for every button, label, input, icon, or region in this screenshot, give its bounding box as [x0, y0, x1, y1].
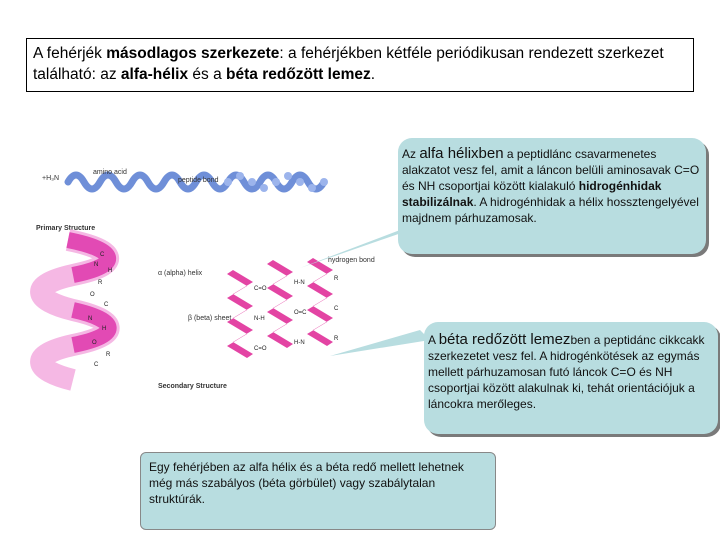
svg-text:H: H: [102, 326, 107, 332]
svg-text:O=C: O=C: [294, 310, 307, 316]
protein-structure-figure: [28, 160, 408, 400]
nh3-label: +H₃N: [42, 175, 60, 182]
callout-other-structures: [140, 452, 496, 530]
title-text-4: .: [370, 66, 376, 83]
callout-alpha-pointer: [300, 230, 410, 270]
alpha-helix-ribbon: [41, 240, 109, 380]
hydrogen-bond-label: hydrogen bond: [328, 257, 375, 264]
svg-text:R: R: [334, 336, 339, 342]
title-text-2: : a fehérjékben kétféle periódikusan rendezett szerkezet található: az: [33, 45, 664, 83]
primary-structure-label: Primary Structure: [36, 225, 96, 232]
svg-text:H-N: H-N: [294, 280, 305, 286]
title-box: [26, 38, 694, 92]
title-text-1: A fehérjék: [33, 45, 107, 62]
callout-beta-pointer: [330, 330, 430, 360]
callout-bottom-text: Egy fehérjében az alfa hélix és a béta redő mellett lehetnek még más szabályos (béta görbület) vagy szabálytalan struktúrák.: [149, 460, 464, 506]
svg-text:R: R: [106, 352, 111, 358]
callout-beta-term: béta redőzött lemez: [438, 331, 571, 348]
callout-alpha-rest1: a peptidlánc csavarmenetes alakzatot vesz fel, amit a láncon belüli aminosavak C=O és NH csoportjai között kialakuló: [402, 147, 700, 193]
svg-text:C=O: C=O: [254, 286, 267, 292]
svg-text:R: R: [334, 276, 339, 282]
beta-sheet-label: β (beta) sheet: [188, 315, 232, 322]
svg-text:R: R: [98, 280, 103, 286]
svg-text:N: N: [88, 316, 93, 322]
primary-chain-beads: [224, 172, 328, 192]
svg-text:C: C: [334, 306, 339, 312]
callout-alpha-bold: hidrogénhidak stabilizálnak: [402, 179, 662, 209]
svg-text:N-H: N-H: [254, 316, 265, 322]
peptide-bond-label: peptide bond: [178, 177, 219, 184]
callout-alpha-helix: [398, 138, 706, 254]
beta-sheet-strands: [227, 258, 333, 358]
title-term-alpha-helix: alfa-hélix: [120, 66, 189, 83]
title-text-3: és a: [188, 66, 227, 83]
alpha-helix-label: α (alpha) helix: [158, 270, 203, 277]
svg-text:C: C: [94, 362, 99, 368]
svg-text:C=O: C=O: [254, 346, 267, 352]
callout-alpha-intro: Az: [402, 147, 420, 161]
title-term-beta-sheet: béta redőzött lemez: [226, 66, 371, 83]
callout-alpha-rest2: . A hidrogénhidak a hélix hossztengelyével majdnem párhuzamosak.: [402, 195, 699, 225]
secondary-structure-label: Secondary Structure: [158, 383, 227, 390]
callout-beta-sheet: [424, 322, 718, 434]
title-term-secondary-structure: másodlagos szerkezete: [106, 45, 280, 62]
svg-text:O: O: [92, 340, 97, 346]
svg-text:H: H: [108, 268, 113, 274]
svg-text:C: C: [104, 302, 109, 308]
svg-text:N: N: [94, 262, 99, 268]
callout-alpha-term: alfa hélixben: [419, 145, 504, 162]
svg-text:H-N: H-N: [294, 340, 305, 346]
svg-text:O: O: [90, 292, 95, 298]
svg-text:C: C: [100, 252, 105, 258]
callout-beta-rest: ben a peptidánc cikkcakk szerkezetet vesz fel. A hidrogénkötések az egymás mellett párhuzamosan futó láncok C=O és NH csoportjai között alakulnak ki, tehát orientációjuk a láncokra merőleges.: [428, 333, 705, 411]
callout-beta-intro: A: [428, 333, 439, 347]
amino-acid-label: amino acid: [93, 169, 127, 176]
